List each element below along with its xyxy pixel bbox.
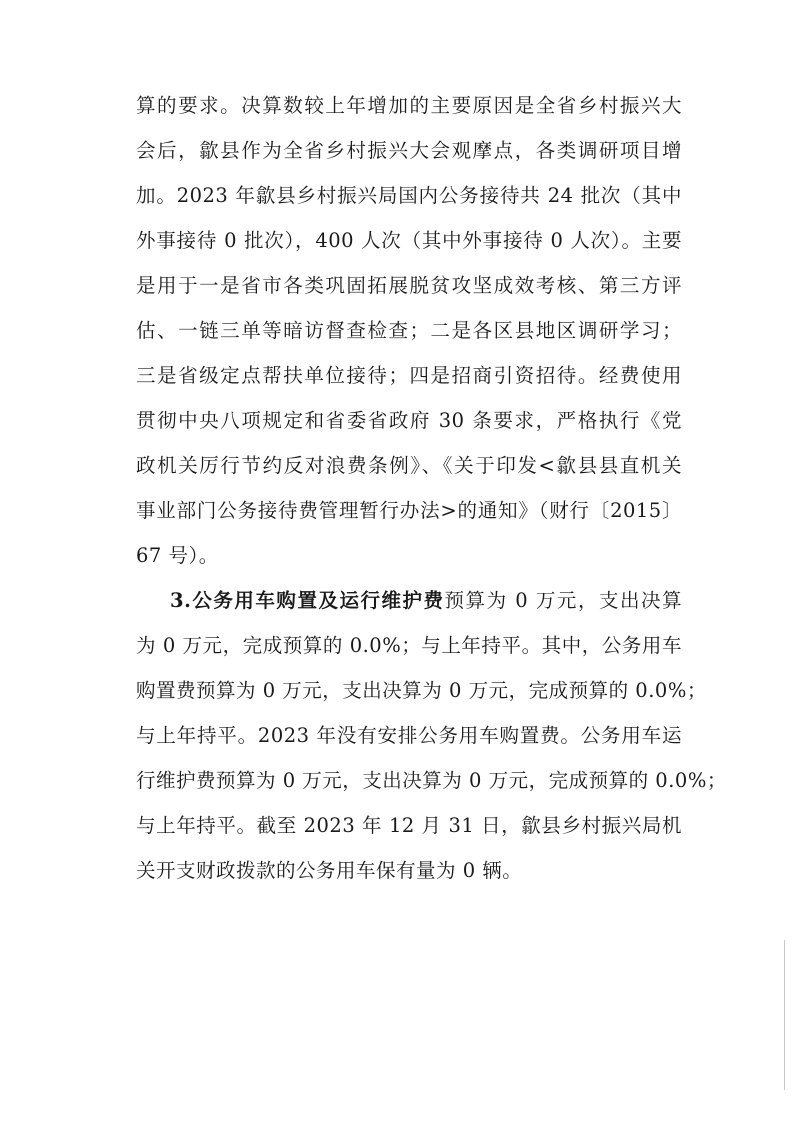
paragraph-1-line-5: 是用于一是省市各类巩固拓展脱贫攻坚成效考核、第三方评 (136, 274, 682, 297)
paragraph-1-line-9: 政机关厉行节约反对浪费条例》、《关于印发<歙县县直机关 (136, 454, 682, 477)
paragraph-1-line-4: 外事接待 0 批次），400 人次（其中外事接待 0 人次）。主要 (136, 229, 682, 252)
paragraph-1-line-2: 会后，歙县作为全省乡村振兴大会观摩点，各类调研项目增 (136, 139, 682, 162)
paragraph-2-line-1 (170, 587, 682, 615)
paragraph-2-line-3: 购置费预算为 0 万元，支出决算为 0 万元，完成预算的 0.0%； (136, 679, 707, 702)
paragraph-2-line-1-rest: 预算为 0 万元，支出决算 (444, 589, 683, 612)
paragraph-1-line-11: 67 号）。 (136, 544, 219, 567)
paragraph-1-line-8: 贯彻中央八项规定和省委省政府 30 条要求，严格执行《党 (136, 409, 682, 432)
scan-edge-line (784, 940, 785, 1090)
paragraph-2-line-5: 行维护费预算为 0 万元，支出决算为 0 万元，完成预算的 0.0%； (136, 769, 727, 792)
paragraph-1-line-6: 估、一链三单等暗访督查检查；二是各区县地区调研学习； (136, 319, 682, 342)
paragraph-1-line-1: 算的要求。决算数较上年增加的主要原因是全省乡村振兴大 (136, 94, 682, 117)
paragraph-2-line-4: 与上年持平。2023 年没有安排公务用车购置费。公务用车运 (136, 724, 682, 747)
paragraph-2-line-6: 与上年持平。截至 2023 年 12 月 31 日，歙县乡村振兴局机 (136, 814, 682, 837)
paragraph-1-line-3: 加。2023 年歙县乡村振兴局国内公务接待共 24 批次（其中 (136, 184, 682, 207)
paragraph-2-line-2: 为 0 万元，完成预算的 0.0%；与上年持平。其中，公务用车 (136, 634, 682, 657)
paragraph-2-line-7: 关开支财政拨款的公务用车保有量为 0 辆。 (136, 859, 523, 882)
section-heading: 3.公务用车购置及运行维护费 (170, 589, 445, 612)
paragraph-1-line-10: 事业部门公务接待费管理暂行办法>的通知》（财行〔2015〕 (136, 499, 682, 522)
paragraph-1-line-7: 三是省级定点帮扶单位接待；四是招商引资招待。经费使用 (136, 364, 682, 387)
